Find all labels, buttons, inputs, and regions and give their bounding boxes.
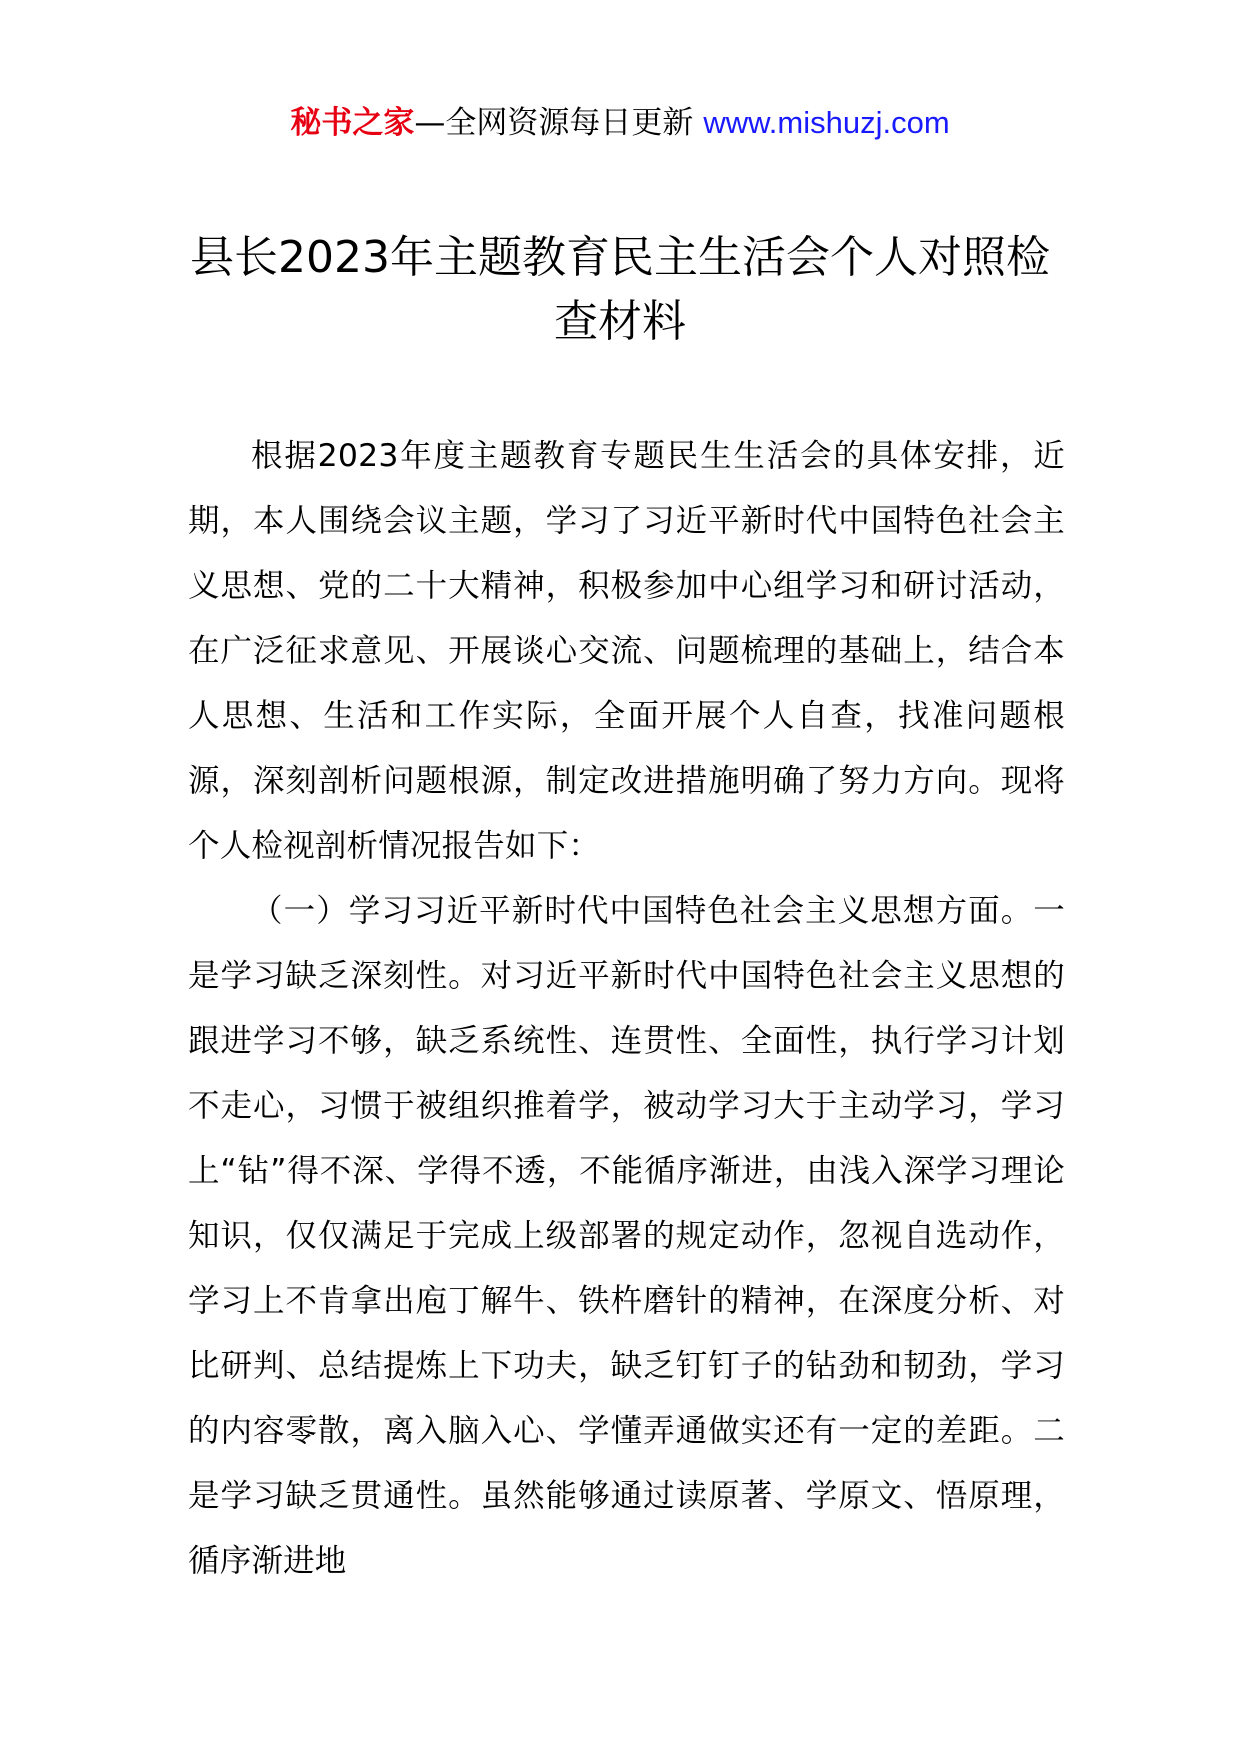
body-paragraph-section-1: （一）学习习近平新时代中国特色社会主义思想方面。一是学习缺乏深刻性。对习近平新时代中国特色社会主义思想的跟进学习不够，缺乏系统性、连贯性、全面性，执行学习计划不走心，习惯于被组织推着学，被动学习大于主动学习，学习上“钻”得不深、学得不透，不能循序渐进，由浅入深学习理论知识，仅仅满足于完成上级部署的规定动作，忽视自选动作，学习上不肯拿出庖丁解牛、铁杵磨针的精神，在深度分析、对比研判、总结提炼上下功夫，缺乏钉钉子的钻劲和韧劲，学习的内容零散，离入脑入心、学懂弄通做实还有一定的差距。二是学习缺乏贯通性。虽然能够通过读原著、学原文、悟原理，循序渐进地 — [188, 893, 1065, 1579]
document-title: 县长2023年主题教育民主生活会个人对照检查材料 — [190, 232, 1050, 347]
site-url-link[interactable]: www.mishuzj.com — [703, 105, 950, 140]
body-paragraph-intro: 根据2023年度主题教育专题民生生活会的具体安排，近期，本人围绕会议主题，学习了习近平新时代中国特色社会主义思想、党的二十大精神，积极参加中心组学习和研讨活动，在广泛征求意见、开展谈心交流、问题梳理的基础上，结合本人思想、生活和工作实际，全面开展个人自查，找准问题根源，深刻剖析问题根源，制定改进措施明确了努力方向。现将个人检视剖析情况报告如下： — [188, 438, 1065, 864]
document-body — [188, 424, 1065, 1594]
page-header — [0, 103, 1240, 143]
brand-name: 秘书之家 — [290, 105, 415, 141]
header-slogan: —全网资源每日更新 — [414, 105, 694, 141]
